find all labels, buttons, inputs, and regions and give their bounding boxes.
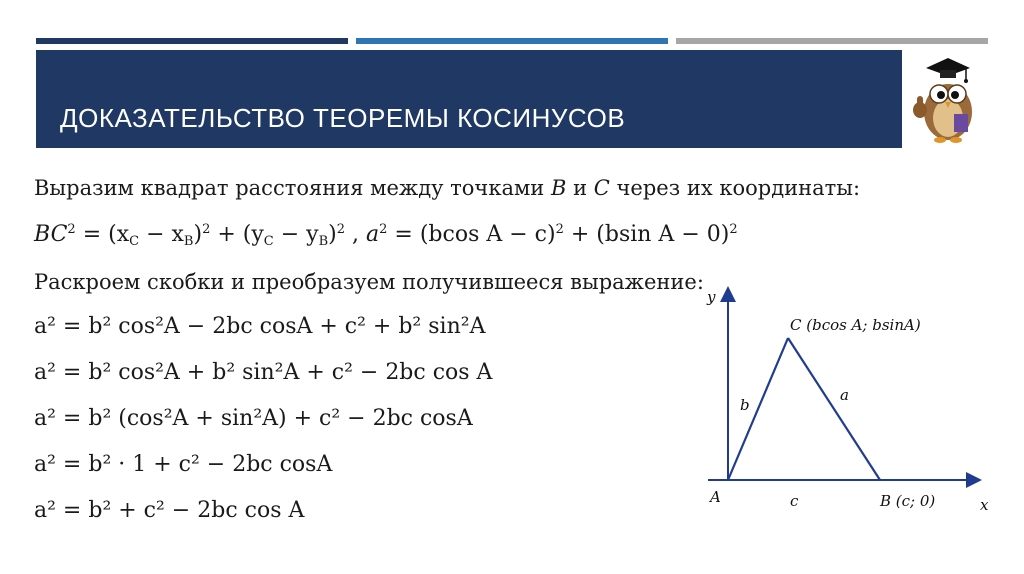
expand-text: Раскроем скобки и преобразуем получившееся выражение: [34,270,704,294]
accent-bar-dark [36,38,348,44]
side-c-label: c [790,492,799,510]
eq-part: + (bsin A − 0) [563,222,730,247]
side-a-label: a [840,386,849,404]
eq-exp: 2 [336,222,346,237]
equation-line-3: a² = b² (cos²A + sin²A) + c² − 2bc cosA [34,406,473,431]
eq-a: a [366,222,380,247]
equation-distance [34,222,738,247]
axis-y-label: y [707,288,716,306]
point-b-label: B (c; 0) [880,492,936,510]
equation-line-2: a² = b² cos²A + b² sin²A + c² − 2bc cos A [34,360,493,385]
owl-mascot [904,50,988,148]
equation-line-4: a² = b² · 1 + c² − 2bc cosA [34,452,333,477]
eq-exp: 2 [379,222,388,237]
point-a-label: A [710,488,721,506]
eq-sub: B [183,234,194,249]
point-c-label: C (bcos A; bsinA) [790,316,921,334]
eq-exp: 2 [67,222,76,237]
eq-part: − x [139,222,184,247]
eq-part: ) [193,222,203,247]
intro-point-b: B [550,176,567,200]
eq-exp: 2 [202,222,211,237]
intro-point-c: C [593,176,610,200]
axis-x-label: x [980,496,989,514]
eq-part: = (x [75,222,130,247]
eq-part: + (y [210,222,264,247]
eq-exp: 2 [555,222,564,237]
eq-exp: 2 [729,222,738,237]
intro-text [34,176,860,200]
eq-sub: B [318,234,329,249]
side-a-line [788,338,880,480]
slide-title: ДОКАЗАТЕЛЬСТВО ТЕОРЕМЫ КОСИНУСОВ [60,103,626,133]
intro-pre: Выразим квадрат расстояния между точками [34,176,551,200]
intro-and: и [566,176,594,200]
equation-line-1: a² = b² cos²A − 2bc cosA + c² + b² sin²A [34,314,486,339]
intro-post: через их координаты: [609,176,861,200]
eq-bc: BC [34,222,68,247]
accent-bar-blue [356,38,668,44]
owl-icon [904,50,988,148]
eq-part: − y [273,222,319,247]
triangle-diagram [690,280,1000,520]
eq-part: , [345,222,367,247]
eq-sub: C [129,234,140,249]
eq-part: = (bcos A − c) [387,222,556,247]
side-b-line [728,338,788,480]
eq-part: ) [328,222,337,247]
side-b-label: b [740,396,750,414]
equation-line-5: a² = b² + c² − 2bc cos A [34,498,305,523]
accent-bar-gray [676,38,988,44]
eq-sub: C [263,234,274,249]
